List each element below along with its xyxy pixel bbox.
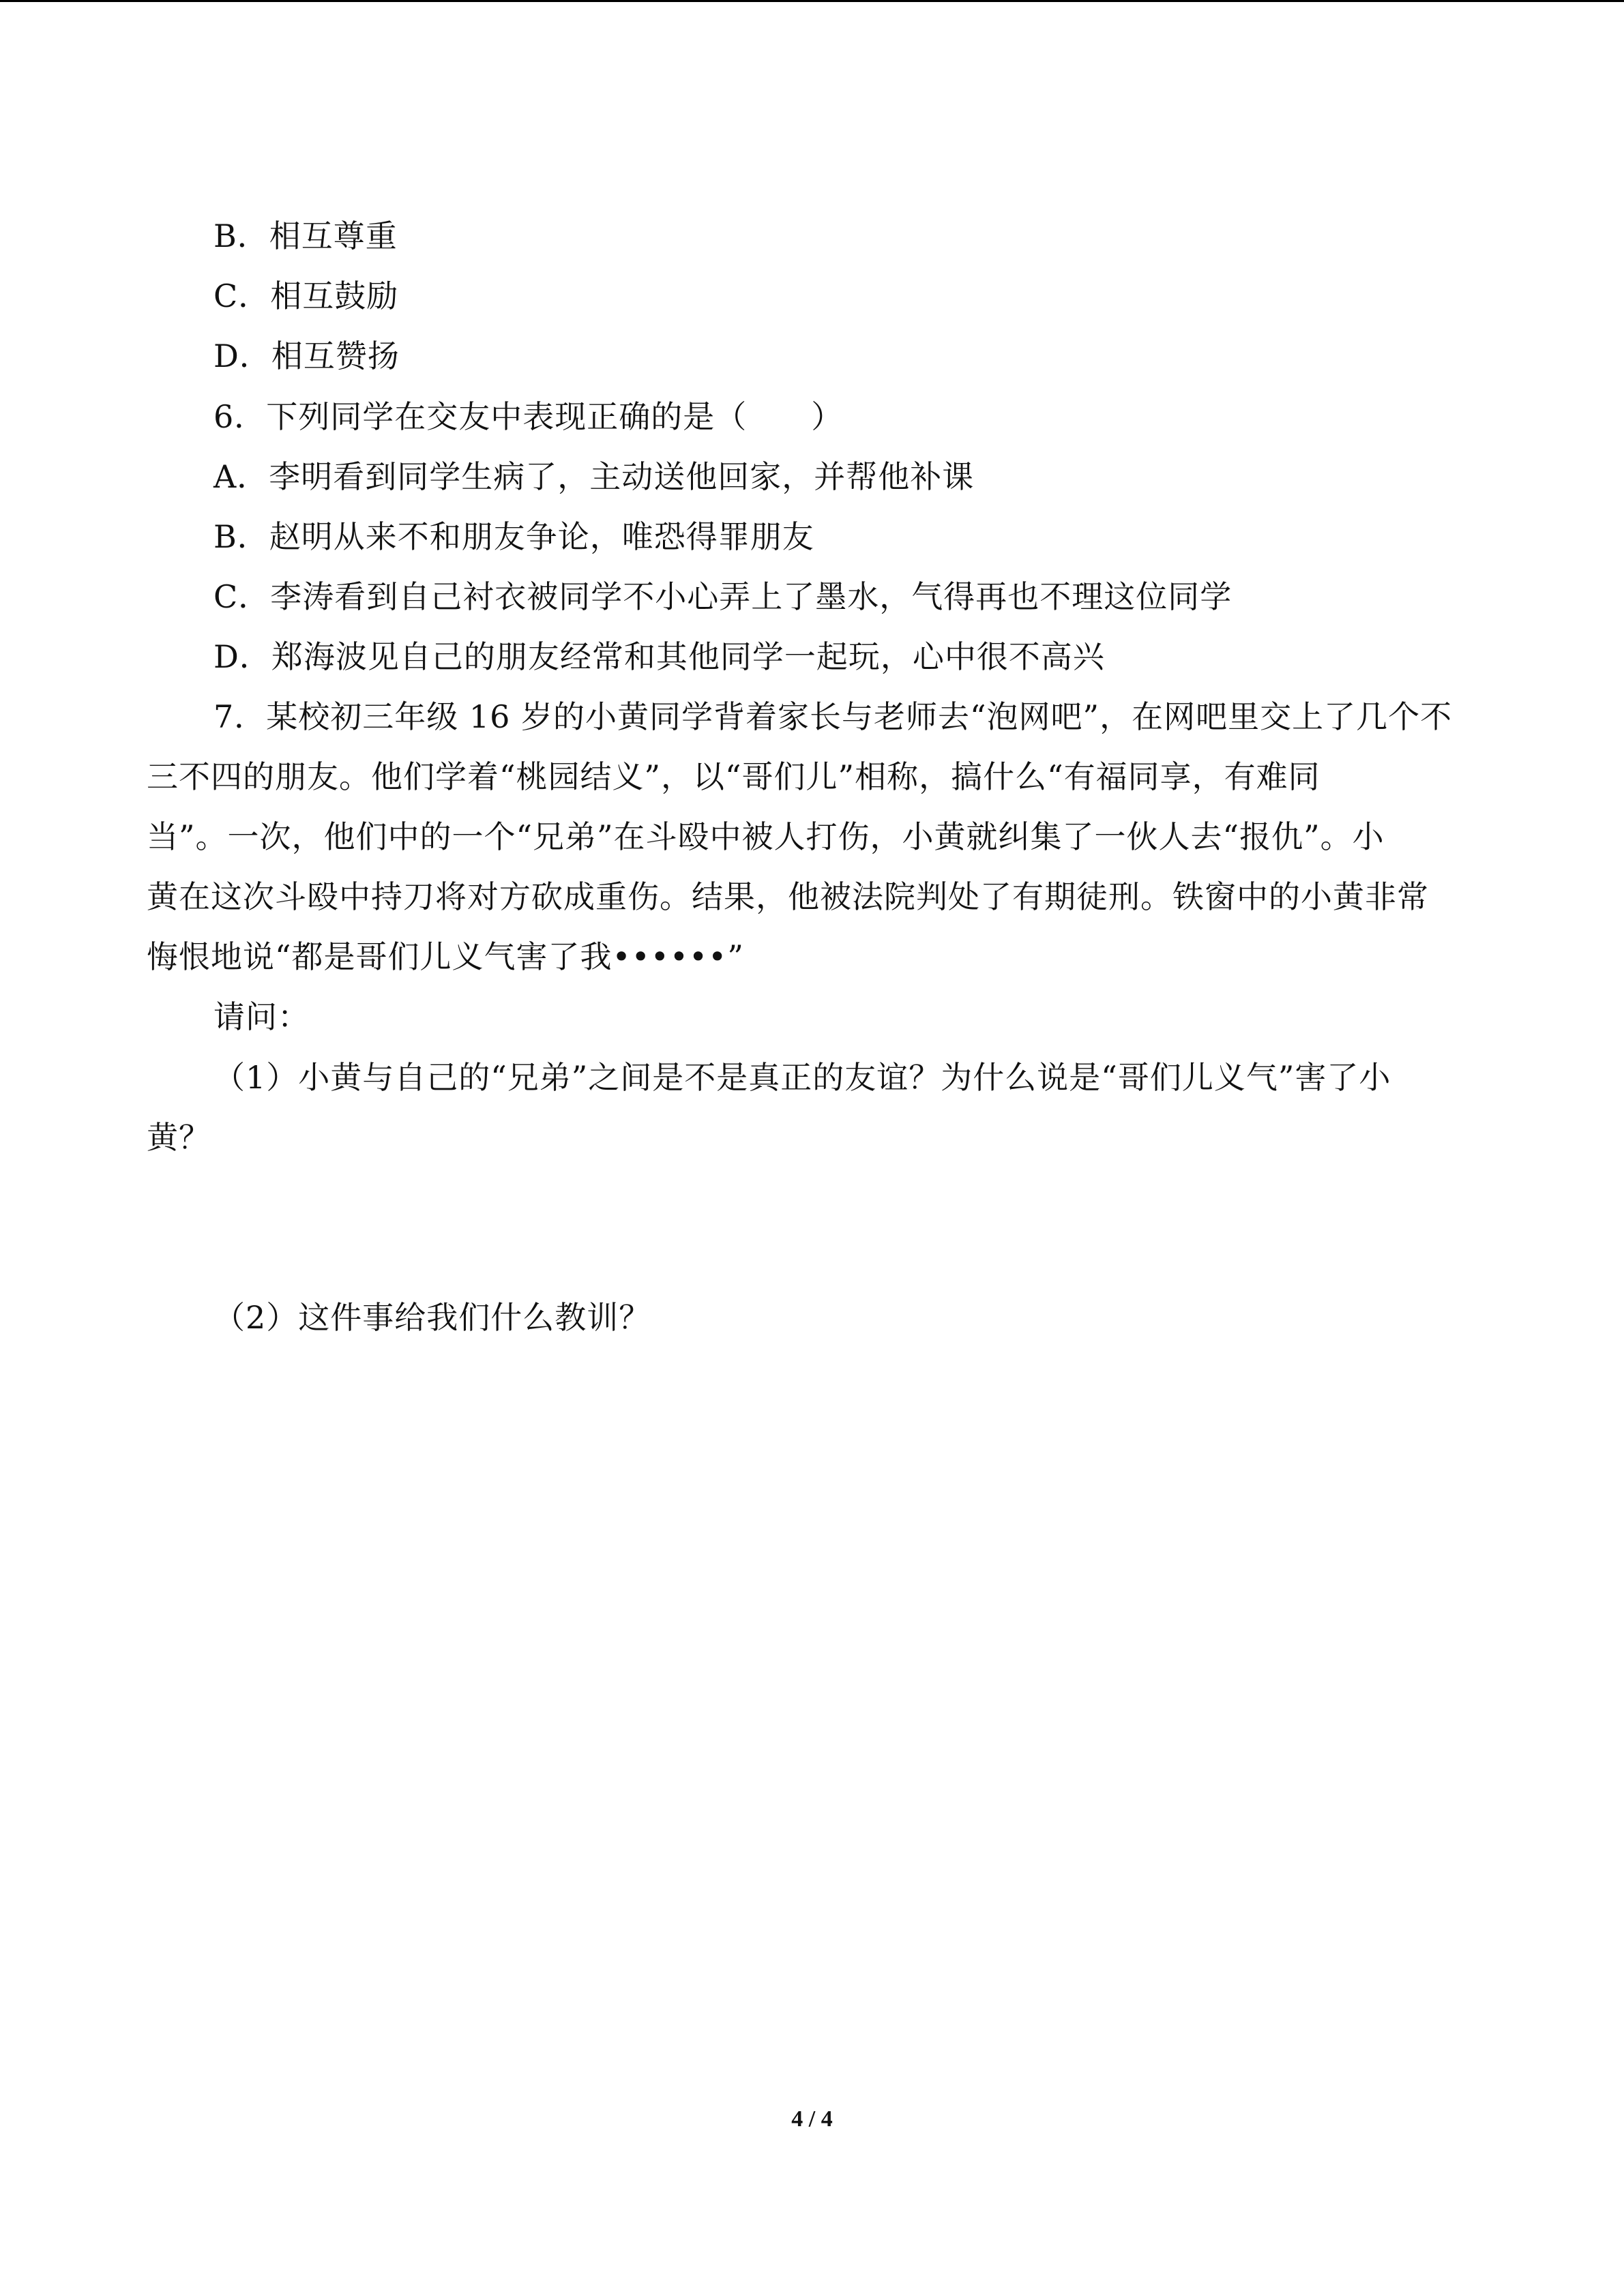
q6-option-c: C．李涛看到自己衬衣被同学不小心弄上了墨水，气得再也不理这位同学 bbox=[213, 578, 1232, 615]
q7-passage-line: 悔恨地说“都是哥们儿义气害了我••••••” bbox=[147, 938, 744, 975]
q7-sub1-line: 黄？ bbox=[147, 1119, 211, 1156]
q7-sub1-line: （1）小黄与自己的“兄弟”之间是不是真正的友谊？为什么说是“哥们儿义气”害了小 bbox=[213, 1059, 1391, 1096]
q7-passage-line: 当”。一次，他们中的一个“兄弟”在斗殴中被人打伤，小黄就纠集了一伙人去“报仇”。小 bbox=[147, 818, 1385, 855]
q7-passage-line: 三不四的朋友。他们学着“桃园结义”，以“哥们儿”相称，搞什么“有福同享，有难同 bbox=[147, 758, 1320, 795]
q6-option-b: B．赵明从来不和朋友争论，唯恐得罪朋友 bbox=[213, 518, 814, 555]
q5-option-d: D．相互赞扬 bbox=[213, 338, 400, 374]
q7-passage-line: 黄在这次斗殴中持刀将对方砍成重伤。结果，他被法院判处了有期徒刑。铁窗中的小黄非常 bbox=[147, 878, 1429, 915]
q5-option-c: C．相互鼓励 bbox=[213, 278, 399, 314]
q6-option-a: A．李明看到同学生病了，主动送他回家，并帮他补课 bbox=[213, 458, 975, 495]
q7-prompt: 请问： bbox=[213, 998, 310, 1035]
q6-option-d: D．郑海波见自己的朋友经常和其他同学一起玩，心中很不高兴 bbox=[213, 638, 1105, 675]
q6-stem: 6．下列同学在交友中表现正确的是（ ） bbox=[213, 398, 844, 435]
q7-passage-line: 7．某校初三年级 16 岁的小黄同学背着家长与老师去“泡网吧”，在网吧里交上了几个不 bbox=[213, 698, 1453, 735]
page-number: 4 / 4 bbox=[791, 2106, 833, 2132]
q5-option-b: B．相互尊重 bbox=[213, 218, 398, 254]
q7-sub2: （2）这件事给我们什么教训？ bbox=[213, 1299, 651, 1336]
